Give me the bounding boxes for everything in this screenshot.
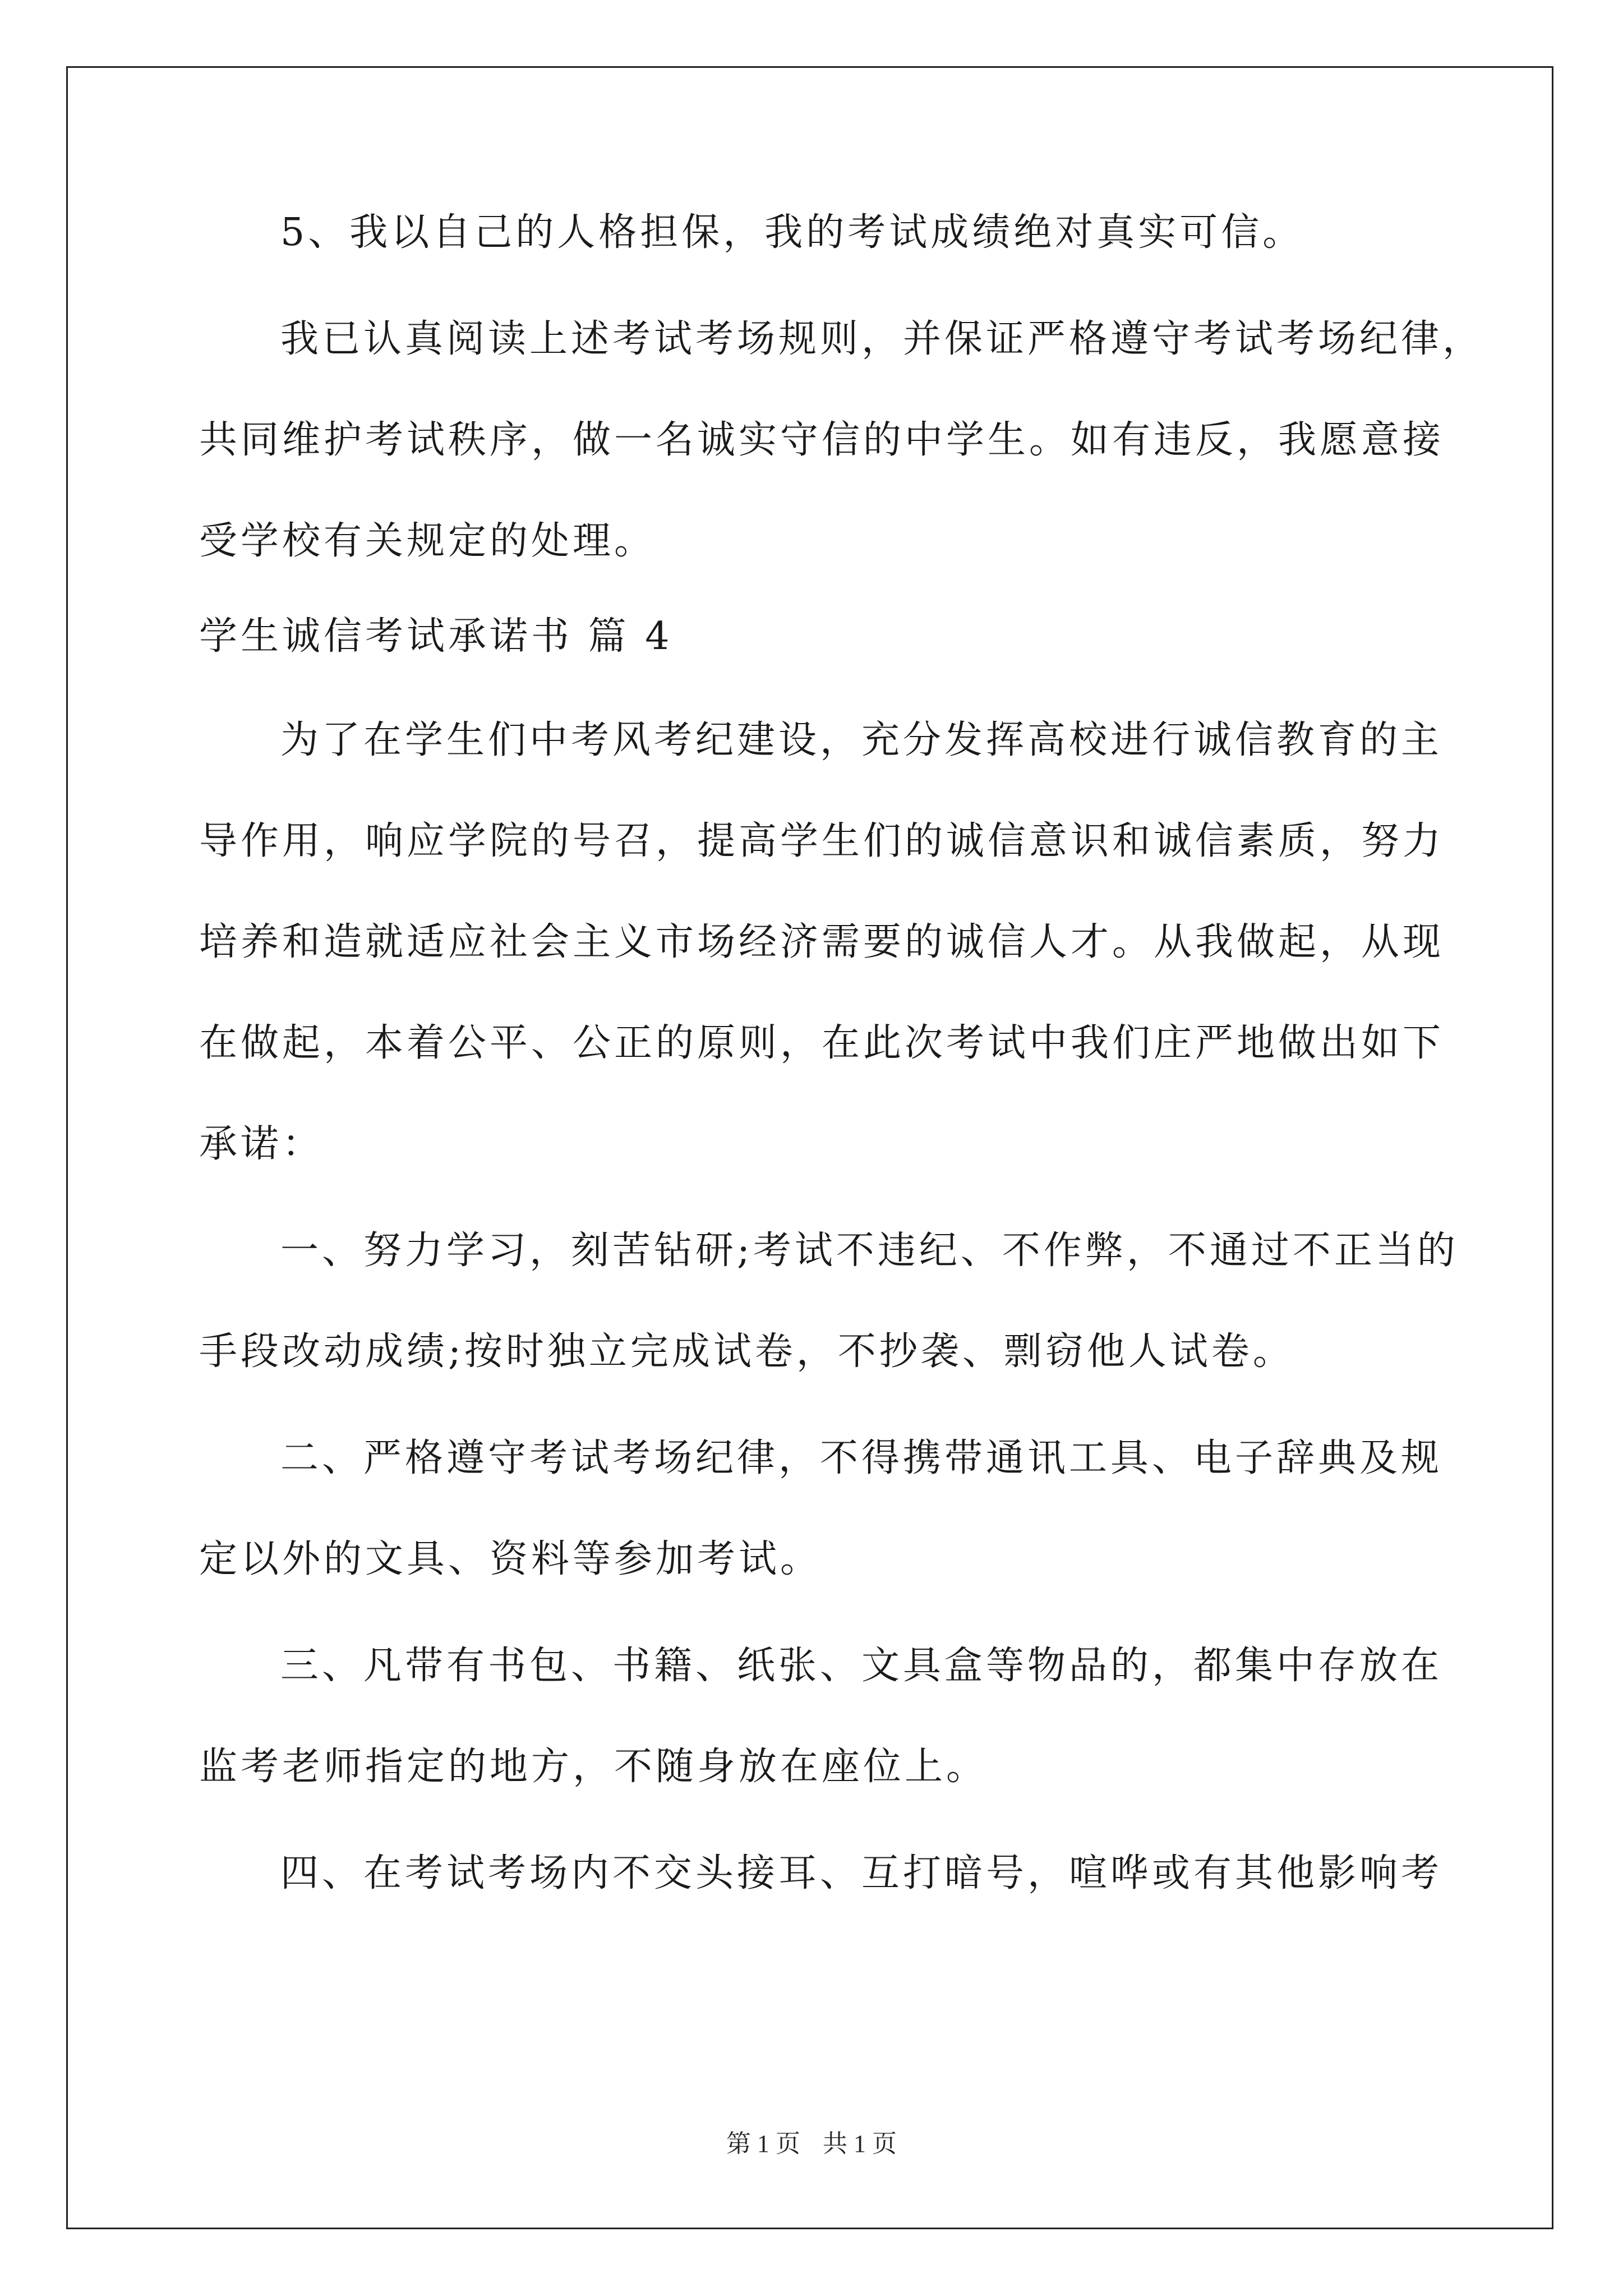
paragraph-line: 四、在考试考场内不交头接耳、互打暗号，喧哗或有其他影响考 xyxy=(280,1851,1443,1895)
paragraph-line: 培养和造就适应社会主义市场经济需要的诚信人才。从我做起，从现 xyxy=(199,920,1445,964)
paragraph-line: 监考老师指定的地方，不随身放在座位上。 xyxy=(199,1745,988,1789)
page-number: 第 1 页 xyxy=(726,2130,800,2157)
paragraph-line: 在做起，本着公平、公正的原则，在此次考试中我们庄严地做出如下 xyxy=(199,1021,1445,1065)
paragraph-line: 我已认真阅读上述考试考场规则，并保证严格遵守考试考场纪律， xyxy=(280,317,1484,361)
paragraph-line: 导作用，响应学院的号召，提高学生们的诚信意识和诚信素质，努力 xyxy=(199,819,1445,863)
paragraph-line: 为了在学生们中考风考纪建设，充分发挥高校进行诚信教育的主 xyxy=(280,718,1443,762)
paragraph-line: 二、严格遵守考试考场纪律，不得携带通讯工具、电子辞典及规 xyxy=(280,1436,1443,1480)
paragraph-line: 共同维护考试秩序，做一名诚实守信的中学生。如有违反，我愿意接 xyxy=(199,418,1445,462)
paragraph-line: 承诺： xyxy=(199,1122,324,1166)
paragraph-line: 三、凡带有书包、书籍、纸张、文具盒等物品的，都集中存放在 xyxy=(280,1644,1443,1688)
page-footer xyxy=(0,2123,1623,2159)
paragraph-line: 定以外的文具、资料等参加考试。 xyxy=(199,1537,822,1581)
paragraph-line: 手段改动成绩;按时独立完成试卷，不抄袭、剽窃他人试卷。 xyxy=(199,1329,1294,1374)
paragraph-line: 5、我以自己的人格担保，我的考试成绩绝对真实可信。 xyxy=(280,210,1304,255)
section-heading: 学生诚信考试承诺书 篇 4 xyxy=(199,614,673,659)
page-total: 共 1 页 xyxy=(823,2130,897,2157)
paragraph-line: 受学校有关规定的处理。 xyxy=(199,519,656,563)
paragraph-line: 一、努力学习，刻苦钻研;考试不违纪、不作弊，不通过不正当的 xyxy=(280,1228,1459,1273)
